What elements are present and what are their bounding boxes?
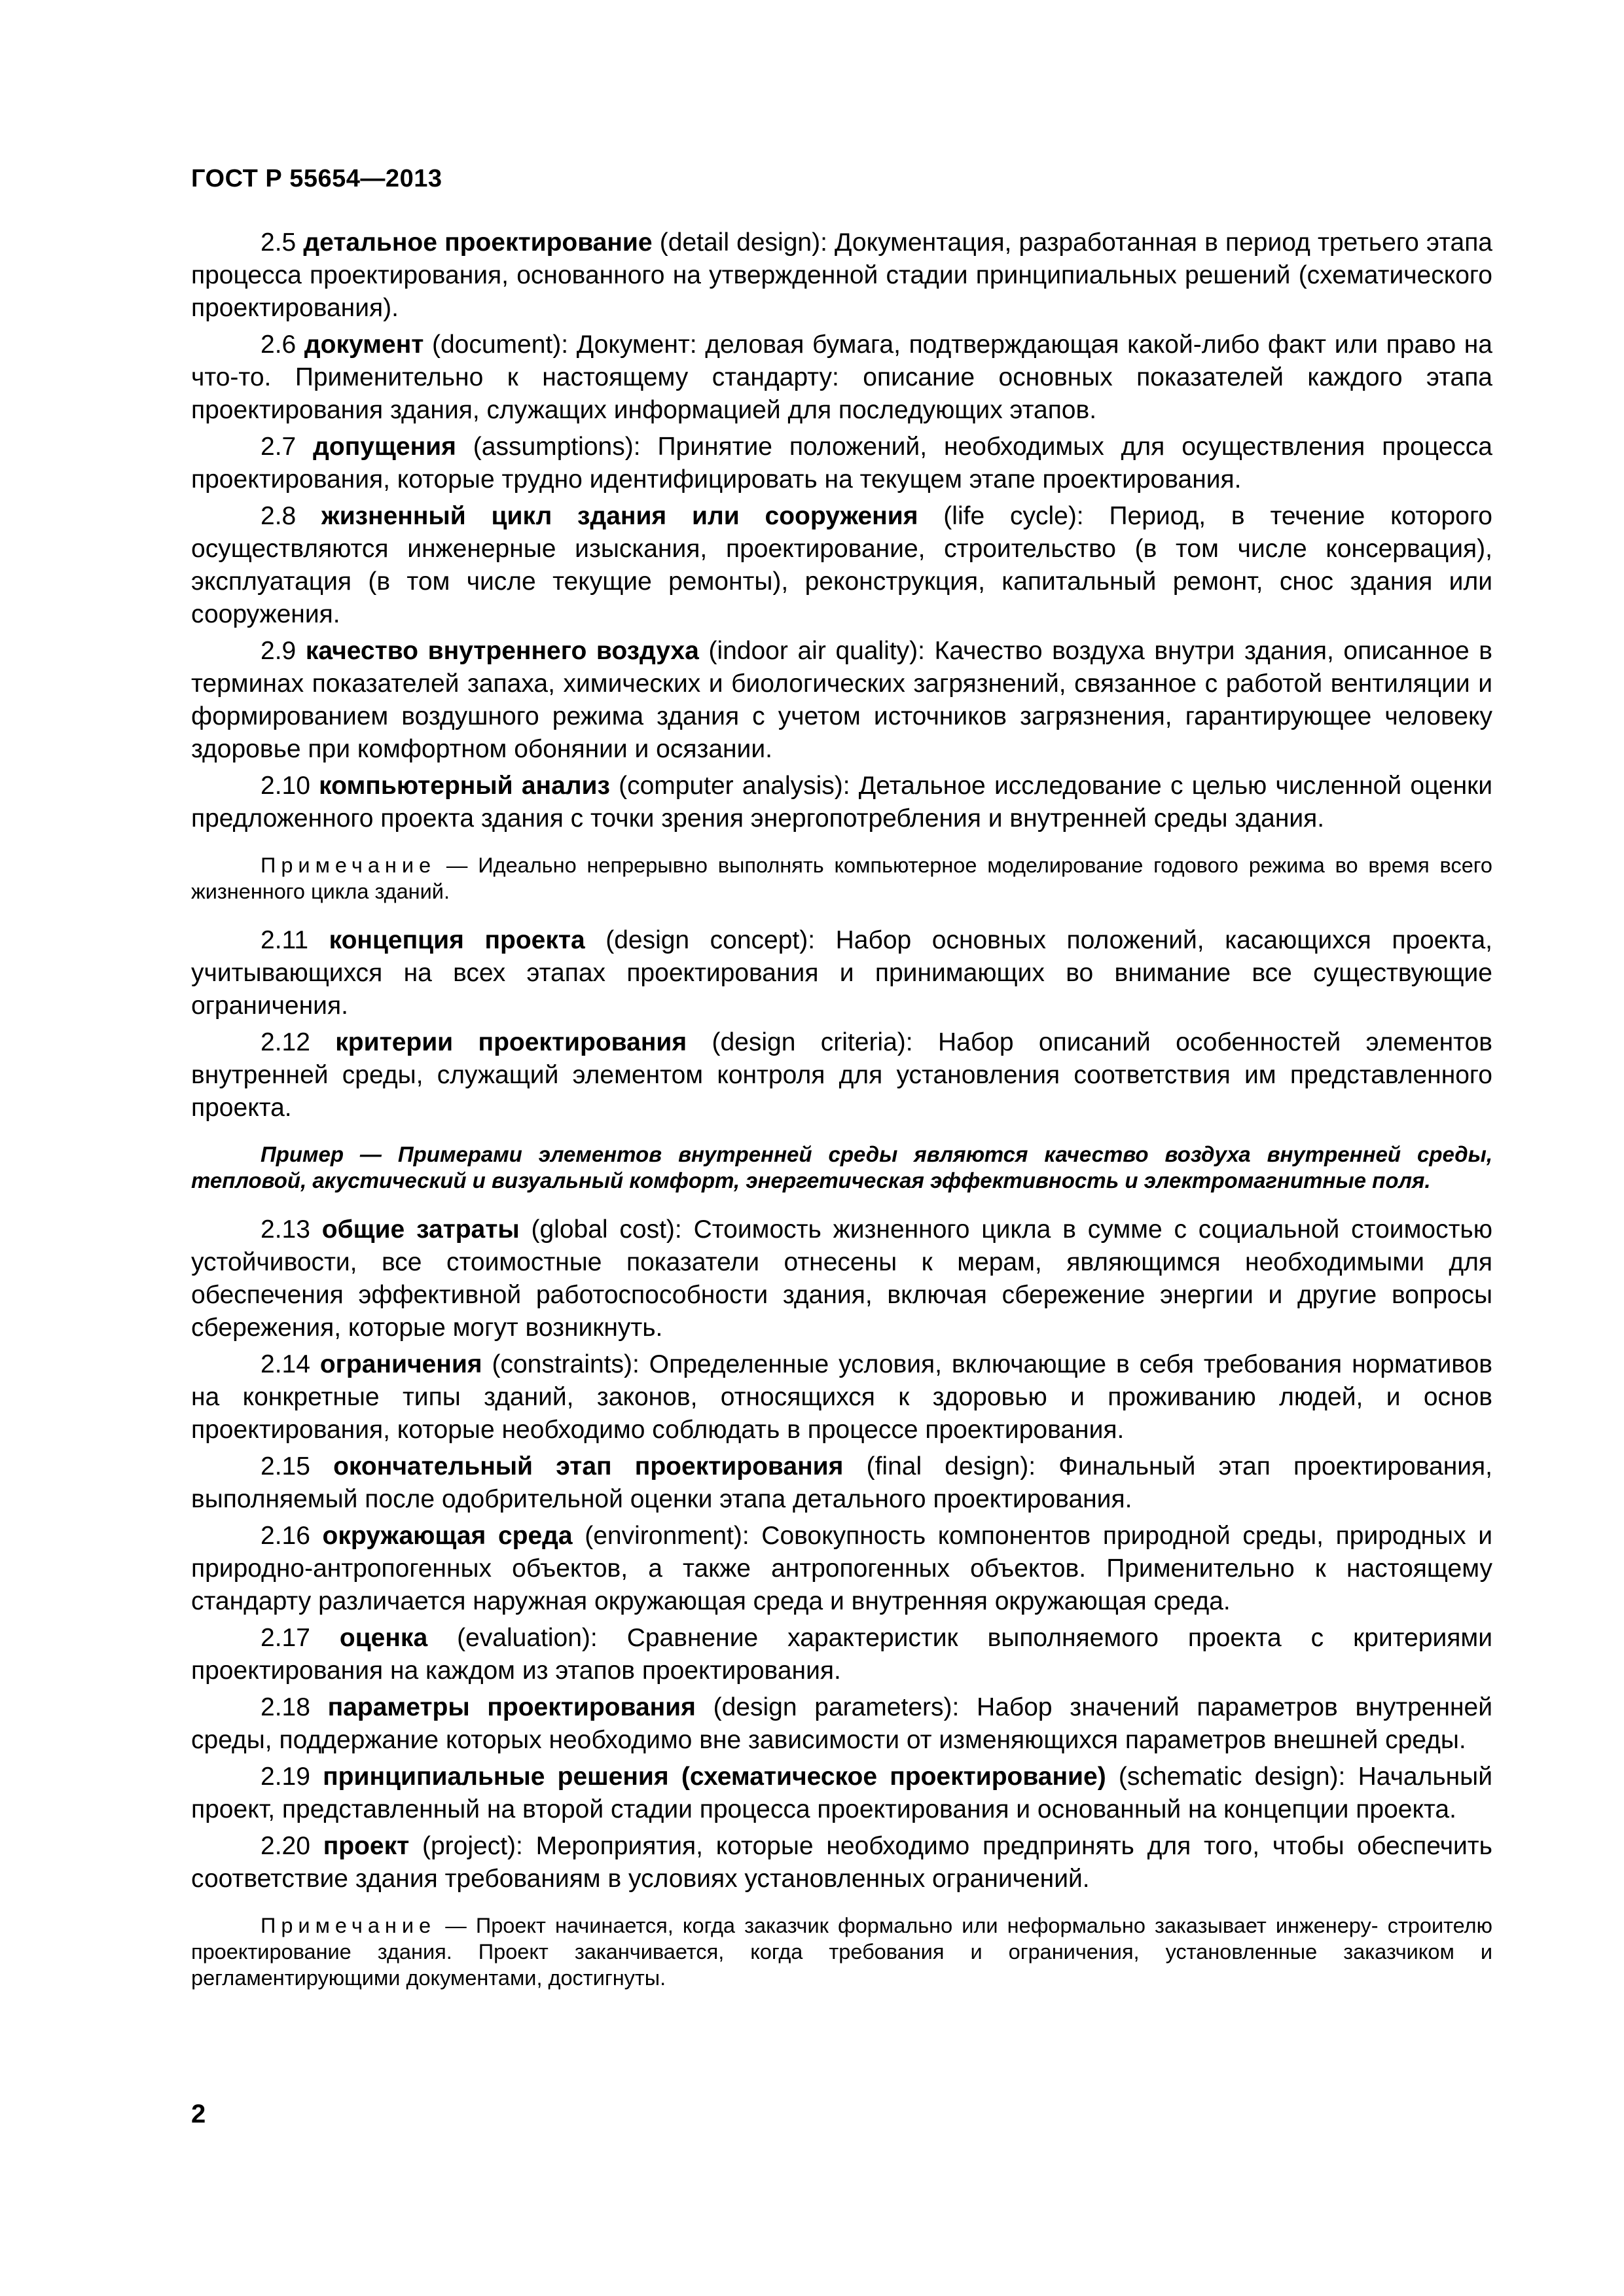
entry-number: 2.14	[261, 1350, 310, 1378]
term-entry-2-7	[191, 431, 1492, 496]
term-entry-2-14	[191, 1348, 1492, 1446]
term-entry-2-20	[191, 1830, 1492, 1895]
entry-number: 2.17	[261, 1624, 310, 1652]
entry-number: 2.15	[261, 1452, 310, 1480]
term-entry-2-6	[191, 329, 1492, 427]
term-entry-2-9	[191, 635, 1492, 766]
entry-definition: (final design): Финальный этап проектирования, выполняемый после одобрительной оценки этапа детального проектирования.	[191, 1452, 1492, 1513]
entry-definition: (document): Документ: деловая бумага, подтверждающая какой-либо факт или право на что-то. Применительно к настоящему стандарту: описание основных показателей каждого этапа проектирования здания, служащих информацией для последующих этапов.	[191, 331, 1492, 424]
entry-definition: (assumptions): Принятие положений, необходимых для осуществления процесса проектирования, которые трудно идентифицировать на текущем этапе проектирования.	[191, 433, 1492, 493]
entry-definition: (design concept): Набор основных положений, касающихся проекта, учитывающихся на всех этапах проектирования и принимающих во внимание все существующие ограничения.	[191, 926, 1492, 1020]
note-text: — Идеально непрерывно выполнять компьютерное моделирование годового режима во время всего жизненного цикла зданий.	[191, 853, 1492, 903]
entry-term: ограничения	[319, 1350, 482, 1378]
entry-term: принципиальные решения (схематическое проектирование)	[323, 1763, 1106, 1791]
entry-number: 2.16	[261, 1522, 310, 1550]
entry-definition: (design parameters): Набор значений параметров внутренней среды, поддержание которых необходимо вне зависимости от изменяющихся параметров внешней среды.	[191, 1693, 1493, 1754]
term-entry-2-8	[191, 500, 1492, 631]
entry-definition: (evaluation): Сравнение характеристик выполняемого проекта с критериями проектирования на каждом из этапов проектирования.	[191, 1624, 1492, 1685]
note-label: Примечание	[261, 1914, 437, 1937]
entry-definition: (indoor air quality): Качество воздуха внутри здания, описанное в терминах показателей запаха, химических и биологических загрязнений, связанное с работой вентиляции и формированием воздушного режима здания с учетом источников загрязнения, гарантирующее человеку здоровье при комфортном обонянии и осязании.	[191, 637, 1492, 763]
entry-number: 2.5	[261, 228, 297, 257]
entry-number: 2.10	[261, 772, 310, 800]
entry-term: детальное проектирование	[303, 228, 653, 257]
term-entry-2-11	[191, 924, 1492, 1022]
entry-term: допущения	[313, 433, 456, 461]
note-computer-analysis	[191, 852, 1492, 905]
note-text: — Проект начинается, когда заказчик формально или неформально заказывает инженеру- строителю проектирование здания. Проект заканчивается, когда требования и ограничения, установленные заказчиком и регламентирующими документами, достигнуты.	[191, 1914, 1492, 1990]
entry-term: документ	[304, 331, 424, 359]
document-header: ГОСТ Р 55654—2013	[191, 165, 442, 192]
entry-definition: (project): Мероприятия, которые необходимо предпринять для того, чтобы обеспечить соответствие здания требованиям в условиях установленных ограничений.	[191, 1832, 1492, 1893]
term-entry-2-17	[191, 1622, 1492, 1687]
entry-term: проект	[323, 1832, 410, 1860]
entry-term: оценка	[339, 1624, 428, 1652]
entry-definition: (schematic design): Начальный проект, представленный на второй стадии процесса проектирования и основанный на концепции проекта.	[191, 1763, 1493, 1823]
entry-number: 2.7	[261, 433, 297, 461]
term-entry-2-12	[191, 1026, 1492, 1124]
term-entry-2-5	[191, 226, 1492, 325]
entry-term: компьютерный анализ	[319, 772, 610, 800]
entry-definition: (design criteria): Набор описаний особенностей элементов внутренней среды, служащий элементом контроля для установления соответствия им представленного проекта.	[191, 1028, 1492, 1122]
term-entry-2-16	[191, 1520, 1492, 1618]
term-entry-2-19	[191, 1761, 1492, 1826]
entry-definition: (detail design): Документация, разработанная в период третьего этапа процесса проектирования, основанного на утвержденной стадии принципиальных решений (схематического проектирования).	[191, 228, 1493, 322]
entry-number: 2.6	[261, 331, 297, 359]
entry-term: окружающая среда	[322, 1522, 573, 1550]
entry-term: критерии проектирования	[335, 1028, 687, 1056]
term-entry-2-13	[191, 1213, 1492, 1344]
entry-number: 2.19	[261, 1763, 310, 1791]
entry-term: концепция проекта	[329, 926, 585, 954]
entry-number: 2.18	[261, 1693, 310, 1721]
entry-definition: (computer analysis): Детальное исследование с целью численной оценки предложенного проекта здания с точки зрения энергопотребления и внутренней среды здания.	[191, 772, 1492, 833]
note-project	[191, 1912, 1492, 1991]
entry-term: общие затраты	[321, 1215, 520, 1244]
entry-number: 2.8	[261, 502, 297, 530]
term-entry-2-18	[191, 1691, 1492, 1757]
entry-term: окончательный этап проектирования	[333, 1452, 844, 1480]
entry-number: 2.20	[261, 1832, 310, 1860]
entry-term: качество внутреннего воздуха	[305, 637, 699, 665]
document-body	[191, 226, 1492, 2011]
entry-term: параметры проектирования	[327, 1693, 696, 1721]
page-number: 2	[191, 2100, 206, 2128]
entry-definition: (global cost): Стоимость жизненного цикла в сумме с социальной стоимостью устойчивости, все стоимостные показатели отнесены к мерам, являющимся необходимыми для обеспечения эффективной работоспособности здания, включая сбережение энергии и другие вопросы сбережения, которые могут возникнуть.	[191, 1215, 1493, 1342]
term-entry-2-10	[191, 770, 1492, 835]
entry-number: 2.12	[261, 1028, 310, 1056]
entry-term: жизненный цикл здания или сооружения	[321, 502, 918, 530]
entry-definition: (constraints): Определенные условия, включающие в себя требования нормативов на конкретные типы зданий, законов, относящихся к здоровью и проживанию людей, и основ проектирования, которые необходимо соблюдать в процессе проектирования.	[191, 1350, 1492, 1444]
entry-number: 2.11	[261, 926, 309, 954]
entry-definition: (life cycle): Период, в течение которого осуществляются инженерные изыскания, проектирование, строительство (в том числе консервация), эксплуатация (в том числе текущие ремонты), реконструкция, капитальный ремонт, снос здания или сооружения.	[191, 502, 1492, 628]
note-label: Примечание	[261, 853, 437, 877]
entry-number: 2.13	[261, 1215, 310, 1244]
term-entry-2-15	[191, 1450, 1492, 1516]
example-design-criteria: Пример — Примерами элементов внутренней среды являются качество воздуха внутренней среды, тепловой, акустический и визуальный комфорт, энергетическая эффективность и электромагнитные поля.	[191, 1142, 1492, 1193]
entry-number: 2.9	[261, 637, 297, 665]
entry-definition: (environment): Совокупность компонентов природной среды, природных и природно-антропогенных объектов, а также антропогенных объектов. Применительно к настоящему стандарту различается наружная окружающая среда и внутренняя окружающая среда.	[191, 1522, 1492, 1615]
